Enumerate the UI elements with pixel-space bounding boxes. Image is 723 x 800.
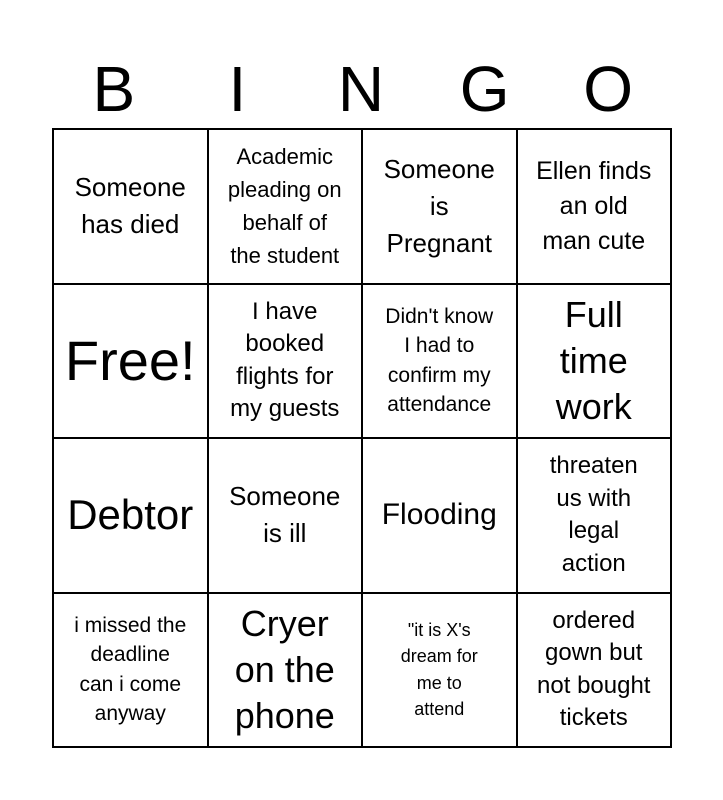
bingo-cell[interactable] bbox=[363, 594, 518, 749]
bingo-cell-text: Someone is ill bbox=[229, 481, 341, 549]
bingo-cell-text: Someone is Pregnant bbox=[383, 153, 495, 258]
bingo-cell-text: I have booked flights for my guests bbox=[230, 297, 340, 423]
header-letter-n: N bbox=[337, 53, 385, 125]
bingo-cell[interactable] bbox=[209, 285, 364, 440]
bingo-cell[interactable] bbox=[54, 130, 209, 285]
bingo-cell-text: Free! bbox=[64, 328, 196, 392]
bingo-cell-text: "it is X's dream for me to attend bbox=[400, 619, 478, 720]
bingo-cell-text: threaten us with legal action bbox=[549, 452, 638, 577]
bingo-cell-text: Someone has died bbox=[74, 172, 186, 240]
bingo-cell[interactable] bbox=[518, 439, 673, 594]
bingo-cell[interactable] bbox=[363, 130, 518, 285]
bingo-cell-text: ordered gown but not bought tickets bbox=[537, 606, 651, 732]
bingo-board bbox=[52, 128, 672, 748]
bingo-cell-free[interactable] bbox=[54, 285, 209, 440]
header-letter-b: B bbox=[92, 53, 136, 125]
bingo-cell-text: i missed the deadline can i come anyway bbox=[74, 613, 187, 726]
bingo-cell-text: Cryer on the phone bbox=[234, 602, 335, 736]
bingo-cell[interactable] bbox=[54, 439, 209, 594]
bingo-cell[interactable] bbox=[363, 285, 518, 440]
bingo-cell-text: Ellen finds an old man cute bbox=[536, 157, 652, 255]
bingo-cell[interactable] bbox=[209, 130, 364, 285]
bingo-header bbox=[52, 50, 670, 128]
header-letter-g: G bbox=[459, 53, 510, 125]
bingo-cell[interactable] bbox=[363, 439, 518, 594]
bingo-cell-text: Academic pleading on behalf of the student bbox=[227, 144, 342, 269]
bingo-cell[interactable] bbox=[518, 285, 673, 440]
bingo-cell-text: Debtor bbox=[67, 491, 194, 539]
bingo-cell[interactable] bbox=[518, 594, 673, 749]
bingo-cell-text: Flooding bbox=[381, 498, 497, 532]
bingo-cell[interactable] bbox=[209, 439, 364, 594]
bingo-cell[interactable] bbox=[54, 594, 209, 749]
bingo-cell-text: Didn't know I had to confirm my attendance bbox=[385, 304, 494, 417]
header-letter-o: O bbox=[583, 53, 634, 125]
bingo-cell-text: Full time work bbox=[555, 293, 632, 427]
header-letter-i: I bbox=[228, 53, 247, 125]
bingo-cell[interactable] bbox=[209, 594, 364, 749]
bingo-cell[interactable] bbox=[518, 130, 673, 285]
